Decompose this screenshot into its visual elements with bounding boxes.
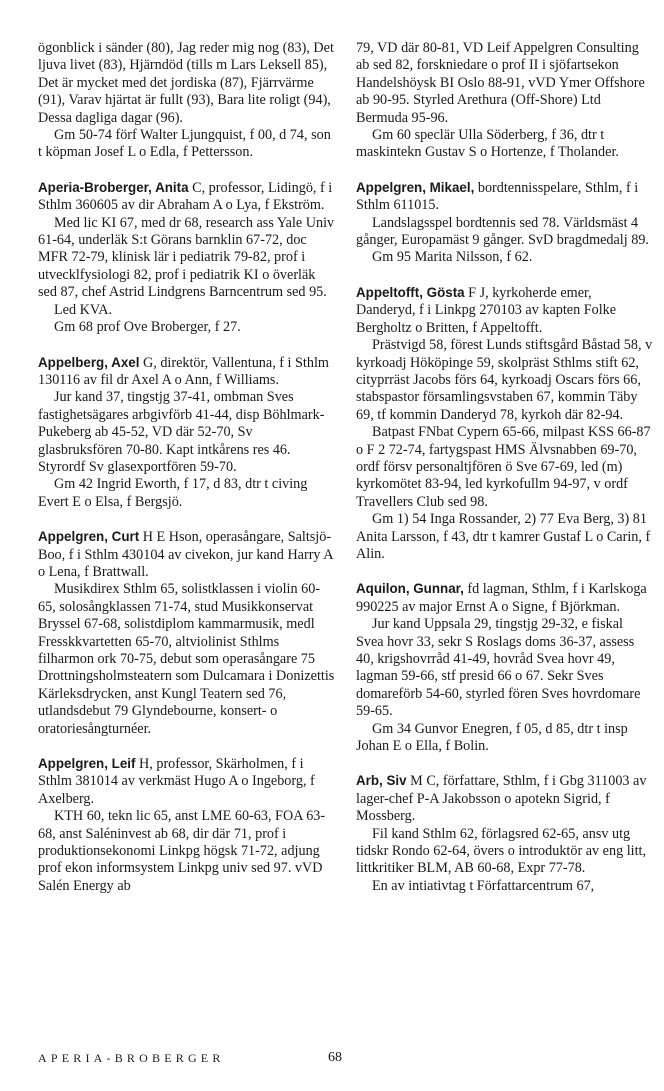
entry-name: Aperia-Broberger, Anita	[38, 179, 189, 195]
entry-name: Appelberg, Axel	[38, 354, 140, 370]
continued-text: ögonblick i sänder (80), Jag reder mig nog (83), Det ljuva livet (83), Hjärndöd (tills m Lars Leksell 85), Det är mycket med det jordiska (87), Fjärrvärme (91), Varav hjärtat är fullt (93), Bara lite roligt (94), Dessa dagliga dagar (96).	[38, 40, 334, 126]
entry-paragraph: En av intiativtag t Författarcentrum 67,	[372, 877, 595, 894]
entry-paragraph: Jur kand Uppsala 29, tingstjg 29-32, e fiskal Svea hovr 33, sekr S Roslags doms 36-37, assess 40, krigshovrråd 41-49, hovråd Svea hovr 49, lagman 59-66, stf presid 66 o 67. Sekr Sves domareförb 54-60, styrled fören Sves hovrdomare 59-65.	[356, 616, 641, 720]
entry-paragraph: Landslagsspel bordtennis sed 78. Världsmäst 4 gånger, Europamäst 9 gånger. SvD bragdmedalj 89.	[356, 214, 649, 249]
entry-name: Appelgren, Mikael,	[356, 179, 475, 195]
entry-head: G, direktör, Vallentuna, f i Sthlm 130116 av fil dr Axel A o Ann, f Williams.	[38, 354, 329, 388]
entry-paragraph: KTH 60, tekn lic 65, anst LME 60-63, FOA 63-68, anst Saléninvest ab 68, dir där 71, prof i produktionsekonomi Linkpg högsk 71-72, adjung prof ekon informsystem Linkpg univ sed 97. vVD Salén Energy ab	[38, 808, 326, 894]
entry-paragraph: Gm 68 prof Ove Broberger, f 27.	[54, 319, 241, 336]
entry-name: Aquilon, Gunnar,	[356, 581, 464, 597]
continued-entry	[356, 40, 654, 162]
page-number: 68	[328, 1050, 342, 1065]
biography-entry	[356, 580, 654, 755]
biography-entry	[356, 772, 654, 895]
running-head: APERIA-BROBERGER	[38, 1051, 225, 1065]
biography-entry	[38, 755, 336, 895]
entry-head: F J, kyrkoherde emer, Danderyd, f i Linkpg 270103 av kapten Folke Bergholtz o Britten, f Appeltofft.	[356, 284, 617, 336]
biography-entry	[38, 354, 336, 512]
biography-entry	[356, 284, 654, 564]
page-footer	[38, 1050, 638, 1070]
entry-paragraph: Led KVA.	[54, 301, 113, 318]
entry-paragraph: Prästvigd 58, förest Lunds stiftsgård Båstad 58, v kyrkoadj Hököpinge 59, skolpräst Sthlms stift 62, cityprräst Jacobs förs 64, kyrkoadj Oscars förs 66, stabspastor församlingsvstaben 67, kommin Täby 69, tf kommin Danderyd 78, kyrkoh där 82-94.	[356, 337, 653, 423]
entry-paragraph: Jur kand 37, tingstjg 37-41, ombman Sves fastighetsägares arbgivförb 41-44, disp Böhlmark-Pukeberg ab 45-52, VD där 52-70, Sv glasbruksfören 70-80. Kapt intkårens res 46. Styrordf Sv glasexportfören 59-70.	[38, 389, 325, 475]
entry-paragraph: Med lic KI 67, med dr 68, research ass Yale Univ 61-64, underläk S:t Görans barnklin 67-72, doc MFR 72-79, klinisk lär i pediatrik 79-82, prof i utvecklfysiologi 82, prof i pediatrik KI o överläk sed 87, chef Astrid Lindgrens Barncentrum sed 95.	[38, 214, 335, 301]
entry-head: fd lagman, Sthlm, f i Karlskoga 990225 av major Ernst A o Signe, f Björkman.	[356, 581, 647, 615]
biography-entry	[356, 179, 654, 267]
entry-paragraph: Gm 95 Marita Nilsson, f 62.	[372, 249, 533, 266]
biography-entry	[38, 528, 336, 738]
entry-head: H E Hson, operasångare, Saltsjö-Boo, f i Sthlm 430104 av civekon, jur kand Harry A o Lena, f Brattwall.	[38, 529, 333, 580]
entry-head: bordtennisspelare, Sthlm, f i Sthlm 611015.	[356, 179, 639, 214]
entry-name: Appelgren, Curt	[38, 529, 140, 545]
entry-paragraph: Musikdirex Sthlm 65, solistklassen i violin 60-65, solosångklassen 71-74, stud Musikkonservat Bryssel 67-68, solistdiplom kammarmusik, medl Fresskkvartetten 65-70, altviolinist Sthlms filharmon ork 70-75, debut som operasångare 75 Drottningsholmsteatern som Dulcamara i Donizettis Kärleksdrycken, anst Kungl Teatern sed 76, utlandsdebut 79 Glyndebourne, konsert- o oratoriesångturnéer.	[38, 581, 335, 737]
biography-entry	[38, 179, 336, 337]
entry-paragraph: Batpast FNbat Cypern 65-66, milpast KSS 66-87 o F 2 72-74, fartygspast HMS Älvsnabben 69-70, ordf försv personaltjfören ö Sve 67-69, led (m) kyrkomötet 83-94, led kyrkofullm 94-97, v ordf Travellers Club sed 98.	[356, 424, 651, 510]
entry-head: M C, författare, Sthlm, f i Gbg 311003 av lager-chef P-A Jakobsson o apotekn Sigrid, f Mossberg.	[356, 773, 647, 825]
entry-paragraph: Fil kand Sthlm 62, förlagsred 62-65, ansv utg tidskr Rondo 62-64, övers o introduktör av eng litt, littkritiker BLM, AB 60-68, Expr 77-78.	[356, 825, 647, 877]
entry-paragraph: Gm 1) 54 Inga Rossander, 2) 77 Eva Berg, 3) 81 Anita Larsson, f 43, dtr t kamrer Gustaf L o Carin, f Alin.	[356, 511, 651, 562]
entry-head: C, professor, Lidingö, f i Sthlm 360605 av dir Abraham A o Lya, f Ekström.	[38, 179, 333, 214]
continued-text: Gm 60 speclär Ulla Söderberg, f 36, dtr t maskintekn Gustav S o Hortenze, f Tholander.	[356, 127, 619, 161]
continued-entry	[38, 40, 336, 162]
continued-text: Gm 50-74 förf Walter Ljungquist, f 00, d 74, son t köpman Josef L o Edla, f Pettersson.	[38, 127, 331, 161]
entry-name: Appeltofft, Gösta	[356, 284, 465, 300]
entry-name: Appelgren, Leif	[38, 756, 136, 772]
right-column	[356, 40, 654, 912]
entry-name: Arb, Siv	[356, 773, 407, 789]
entry-head: H, professor, Skärholmen, f i Sthlm 381014 av verkmäst Hugo A o Ingeborg, f Axelberg.	[38, 756, 315, 807]
continued-text: 79, VD där 80-81, VD Leif Appelgren Consulting ab sed 82, forskniedare o prof II i sjöfartsekon Handelshöysk BI Oslo 88-91, vVD Ymer Offshore ab 90-95. Styrled Arethura (Off-Shore) Ltd Bermuda 95-96.	[356, 40, 645, 126]
left-column	[38, 40, 336, 912]
entry-paragraph: Gm 42 Ingrid Eworth, f 17, d 83, dtr t civing Evert E o Elsa, f Bergsjö.	[38, 476, 308, 510]
entry-paragraph: Gm 34 Gunvor Enegren, f 05, d 85, dtr t insp Johan E o Ella, f Bolin.	[356, 720, 628, 755]
